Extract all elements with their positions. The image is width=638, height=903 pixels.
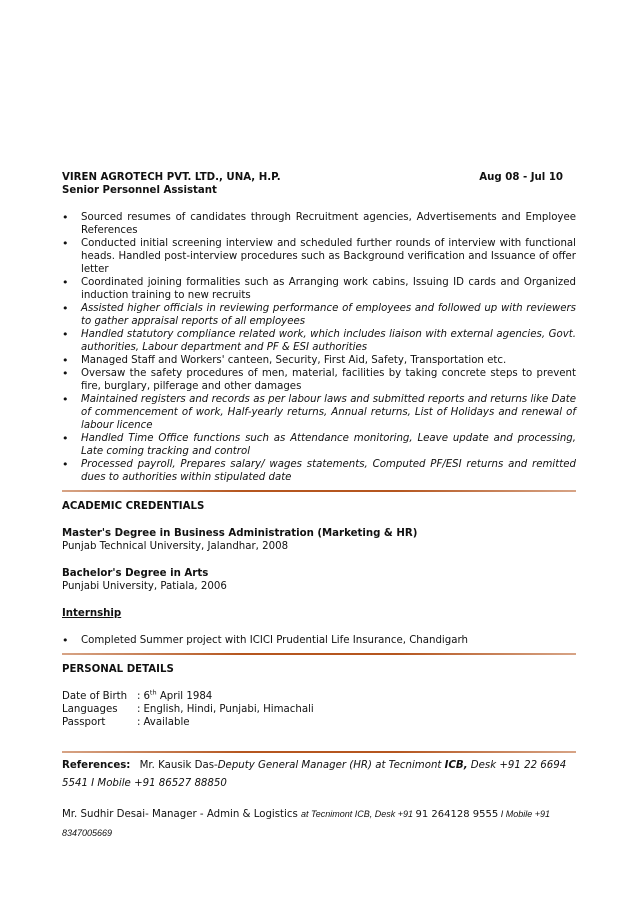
field-separator: : (137, 691, 141, 702)
academic-section-title: ACADEMIC CREDENTIALS (62, 501, 205, 512)
languages-value: English, Hindi, Punjabi, Himachali (143, 704, 314, 715)
dob-suffix: th (149, 688, 157, 697)
passport-value: Available (143, 717, 190, 728)
dob-row (62, 690, 576, 703)
responsibility-item: • Coordinated joining formalities such as Arranging work cabins, Issuing ID cards and Organized induction training to new recruits (62, 276, 576, 302)
section-divider (62, 653, 576, 655)
ref2-org: at Tecnimont ICB, Desk +91 (301, 809, 416, 819)
degree-institution: Punjab Technical University, Jalandhar, 2008 (62, 541, 289, 552)
company-name: VIREN AGROTECH PVT. LTD., UNA, H.P. (62, 172, 281, 183)
responsibility-item: • Processed payroll, Prepares salary/ wages statements, Computed PF/ESI returns and remitted dues to authorities within stipulated date (62, 458, 576, 484)
job-role: Senior Personnel Assistant (62, 185, 217, 196)
field-separator: : (137, 717, 141, 728)
ref1-name: Mr. Kausik Das- (139, 760, 218, 771)
responsibility-item: • Maintained registers and records as per labour laws and submitted reports and returns like Date of commencement of work, Half-yearly returns, Annual returns, List of Holidays and renewal of labour licence (62, 393, 576, 432)
languages-label: Languages (62, 704, 118, 715)
personal-details (62, 690, 576, 729)
ref2-name: Mr. Sudhir Desai- Manager - Admin & Logistics (62, 809, 302, 820)
ref1-role: Deputy General Manager (HR) at Tecnimont (217, 760, 445, 771)
passport-label: Passport (62, 717, 106, 728)
section-divider (62, 490, 576, 492)
dob-day: 6 (143, 691, 150, 702)
reference-1 (62, 757, 576, 793)
job-dates: Aug 08 - Jul 10 (479, 172, 563, 183)
passport-row (62, 716, 576, 729)
ref2-mobile: I Mobile +91 8347005669 (62, 809, 551, 838)
languages-row (62, 703, 576, 716)
responsibility-item: • Conducted initial screening interview and scheduled further rounds of interview with functional heads. Handled post-interview procedures such as Background verification and Issuance of offer letter (62, 237, 576, 276)
internship-item: • Completed Summer project with ICICI Prudential Life Insurance, Chandigarh (62, 634, 576, 647)
responsibility-item: • Handled statutory compliance related work, which includes liaison with external agencies, Govt. authorities, Labour department and PF & ESI authorities (62, 328, 576, 354)
section-divider (62, 751, 576, 753)
responsibility-item: • Handled Time Office functions such as Attendance monitoring, Leave update and processing, Late coming tracking and control (62, 432, 576, 458)
degree-title: Bachelor's Degree in Arts (62, 568, 209, 579)
personal-section-title: PERSONAL DETAILS (62, 664, 174, 675)
degree-institution: Punjabi University, Patiala, 2006 (62, 581, 227, 592)
references-section (62, 757, 576, 843)
dob-label: Date of Birth (62, 691, 128, 702)
references-label: References: (62, 760, 131, 771)
responsibility-item: • Oversaw the safety procedures of men, material, facilities by taking concrete steps to prevent fire, burglary, pilferage and other damages (62, 367, 576, 393)
dob-month-year: April 1984 (156, 691, 213, 702)
internship-heading: Internship (62, 608, 122, 619)
responsibility-item: • Sourced resumes of candidates through Recruitment agencies, Advertisements and Employee References (62, 211, 576, 237)
field-separator: : (137, 704, 141, 715)
ref1-org: ICB, (444, 760, 468, 771)
ref1-contact: Desk +91 22 6694 5541 I Mobile +91 86527 88850 (62, 760, 567, 789)
ref2-desk: 91 264128 9555 (415, 809, 499, 820)
responsibility-item: • Assisted higher officials in reviewing performance of employees and followed up with reviewers to gather appraisal reports of all employees (62, 302, 576, 328)
responsibility-item: • Managed Staff and Workers' canteen, Security, First Aid, Safety, Transportation etc. (62, 354, 576, 367)
job-responsibilities (62, 211, 576, 484)
resume-content (62, 171, 576, 843)
degree-title: Master's Degree in Business Administration (Marketing & HR) (62, 528, 418, 539)
internship-list (62, 634, 576, 647)
reference-2 (62, 805, 576, 843)
dob-value (143, 690, 212, 703)
job-header (62, 171, 576, 184)
